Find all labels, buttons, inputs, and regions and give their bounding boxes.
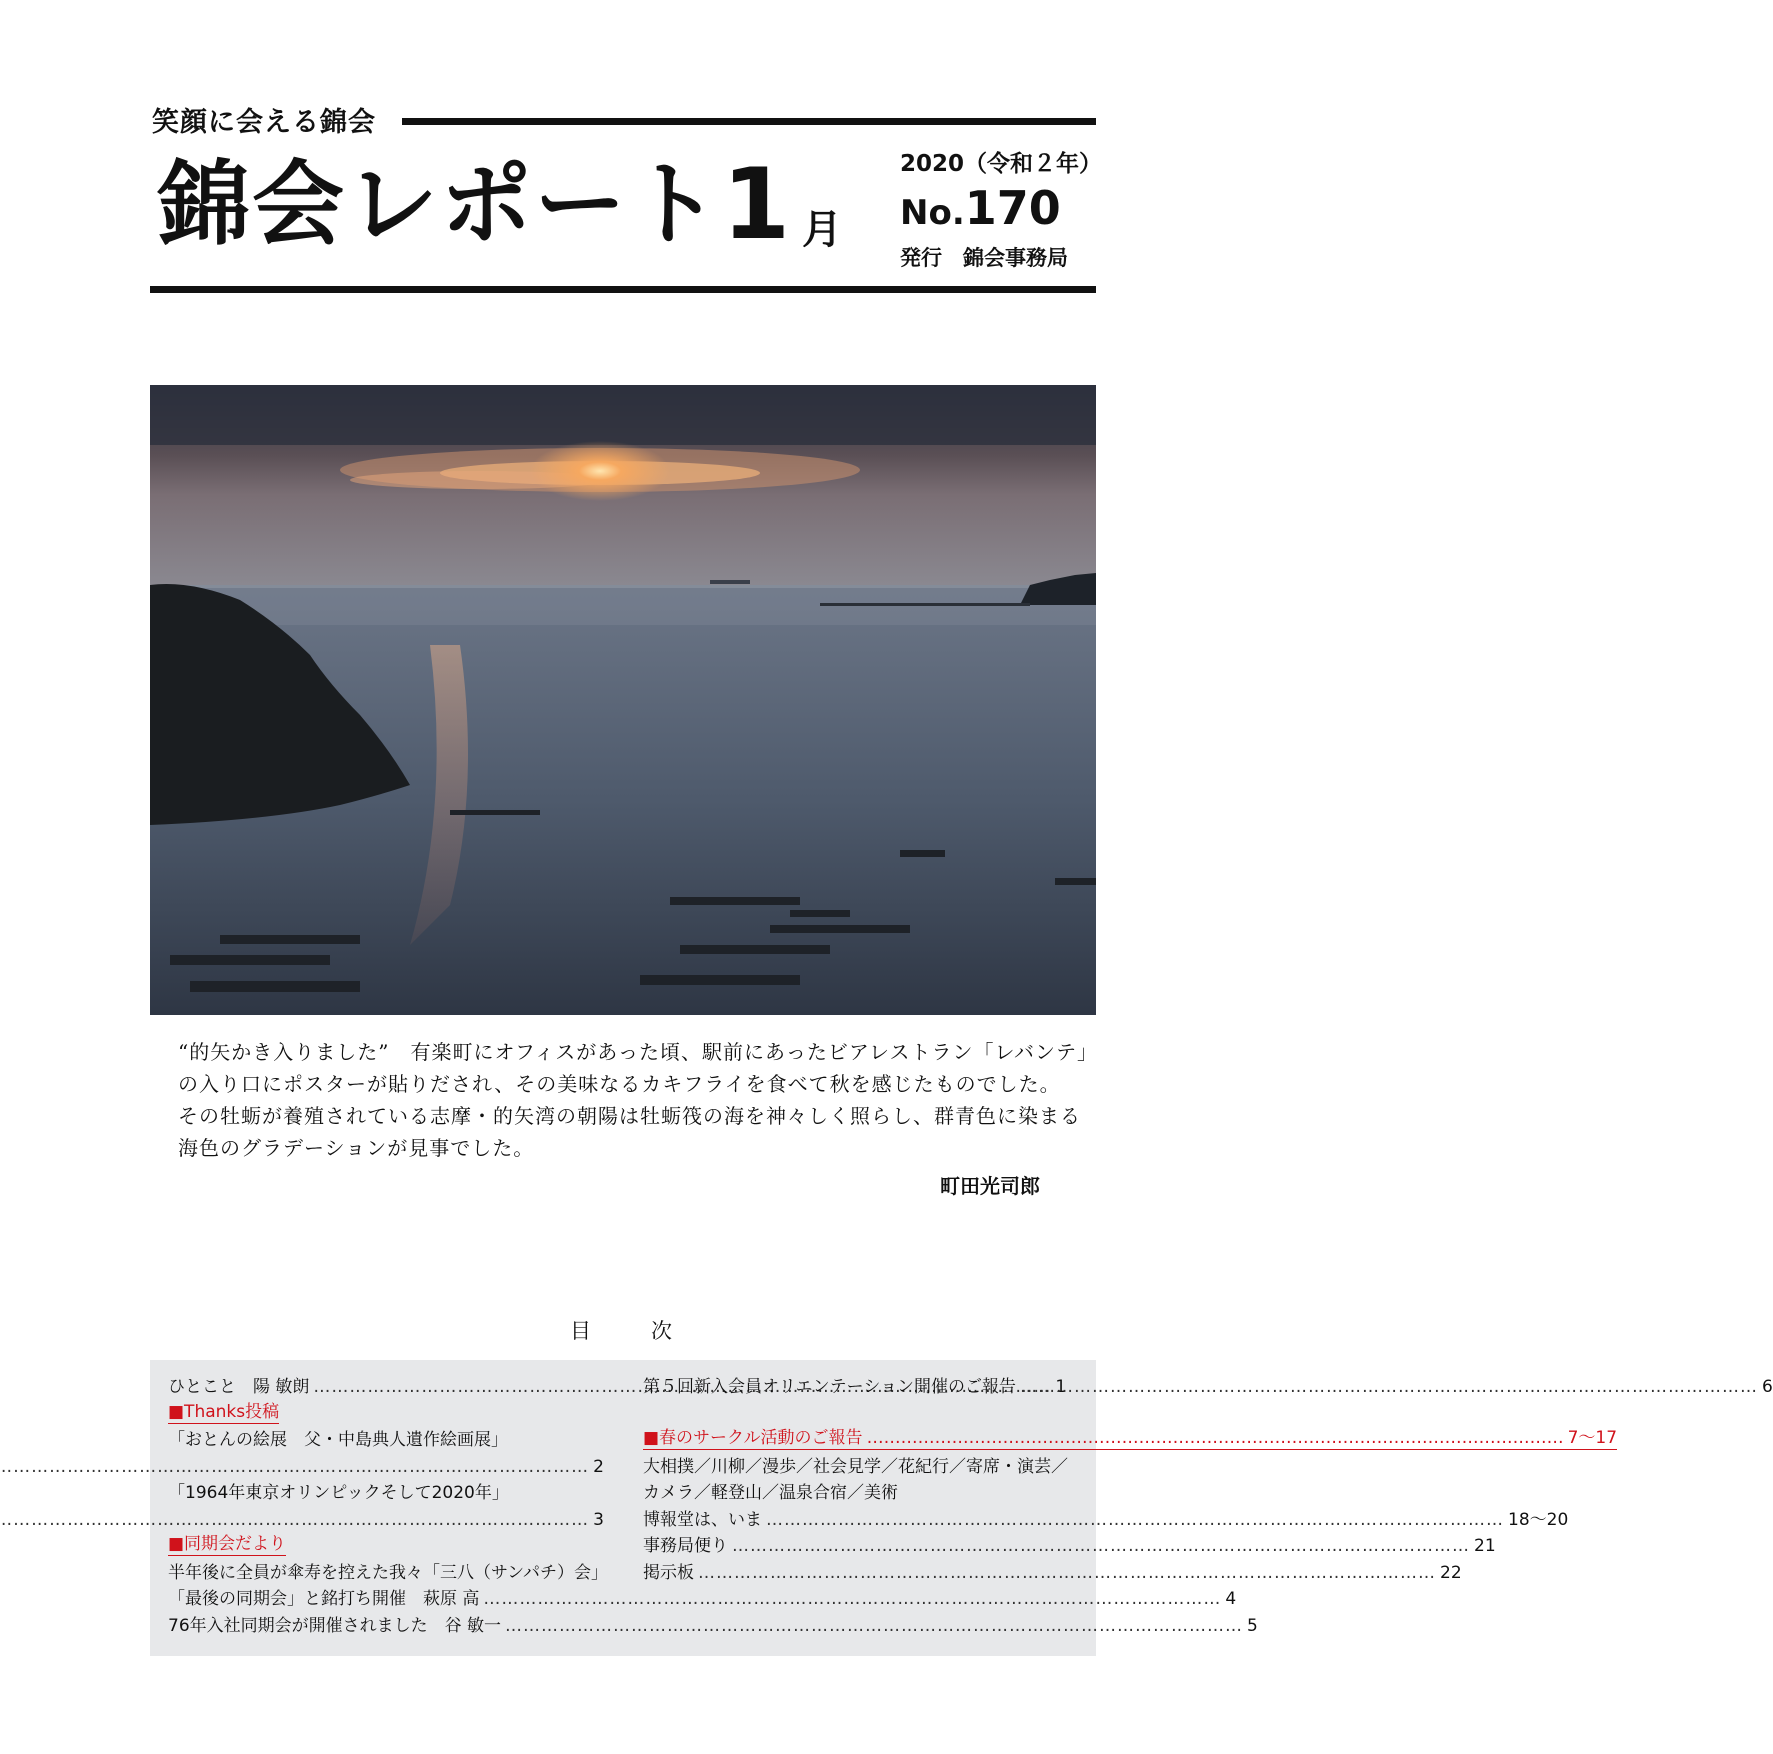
photo-caption [178,1036,1099,1164]
toc-entry-page: 4 [1225,1589,1237,1609]
caption-line: その牡蛎が養殖されている志摩・的矢湾の朝陽は牡蛎筏の海を神々しく照らし、群青色に染まる [178,1104,1081,1128]
toc-entry-page: 18～20 [1508,1509,1569,1530]
caption-line: 海色のグラデーションが見事でした。 [178,1136,535,1160]
toc-entry-title: 「最後の同期会」と銘打ち開催 萩原 高 [168,1589,480,1609]
toc-section-label: ■春のサークル活動のご報告 [643,1428,863,1448]
toc-entry-page: 2 [593,1456,604,1477]
toc-entry[interactable] [168,1480,604,1507]
title-month-label: 月 [802,207,842,253]
toc-entry-title: 第５回新入会員オリエンテーション開催のご報告 [643,1377,1016,1397]
toc-section [168,1533,604,1560]
issue-number-value: 170 [964,181,1061,235]
newsletter-title: 錦会レポート [158,151,723,258]
toc-section[interactable] [643,1427,1618,1454]
toc-entry[interactable] [168,1454,604,1481]
toc-section-label: ■Thanks投稿 [168,1401,280,1422]
toc-entry-title: 博報堂は、いま [643,1509,762,1530]
toc-entry[interactable] [643,1560,1462,1587]
caption-line: の入り口にポスターが貼りだされ、その美味なるカキフライを食べて秋を感じたものでした。 [178,1072,1061,1096]
caption-line: “的矢かき入りました” 有楽町にオフィスがあった頃、駅前にあったビアレストラン「レバンテ」 [178,1040,1099,1064]
toc-entry[interactable] [643,1480,1079,1507]
toc-entry-title: 76年入社同期会が開催されました 谷 敏一 [168,1615,502,1636]
toc-entry-title: 「1964年東京オリンピックそして2020年」 [168,1483,509,1503]
toc-entry-page: 21 [1474,1536,1496,1556]
toc-entry-title: 掲示板 [643,1562,694,1583]
header-rule [150,286,1096,293]
toc-section-page: 7～17 [1567,1428,1618,1448]
toc-entry-title: 半年後に全員が傘寿を控えた我々「三八（サンパチ）会」 [168,1562,608,1583]
toc-entry-title: ひとこと 陽 敏朗 [168,1377,310,1397]
toc-spacer [643,1401,1079,1428]
publisher: 発行 錦会事務局 [900,246,1068,270]
tagline-rule [402,118,1096,125]
toc-entry-title: 大相撲／川柳／漫歩／社会見学／花紀行／寄席・演芸／ [643,1456,1068,1477]
toc-entry[interactable] [168,1586,1237,1613]
toc-entry-page: 3 [593,1509,604,1530]
toc-entry-title: カメラ／軽登山／温泉合宿／美術 [643,1483,898,1503]
toc-section [168,1401,604,1428]
toc-entry-page: 6 [1761,1377,1773,1397]
toc-entry-title: 「おとんの絵展 父・中島典人遺作絵画展」 [168,1430,508,1450]
photo-credit: 町田光司郎 [940,1174,1040,1198]
cover-photo [150,385,1096,1015]
title-month-number: 1 [722,148,791,262]
tagline: 笑顔に会える錦会 [152,107,376,138]
toc-entry[interactable] [168,1613,1258,1640]
toc-entry-page: 1 [1055,1377,1067,1397]
toc-entry-title: 事務局便り [643,1536,728,1556]
toc-entry[interactable] [168,1560,608,1587]
toc-entry[interactable] [643,1374,1773,1401]
toc-section-label: ■同期会だより [168,1534,287,1554]
edition-year: 2020（令和２年） [900,151,1103,177]
toc-entry-page: 5 [1247,1615,1258,1636]
toc-entry[interactable] [643,1507,1569,1534]
toc-entry-page: 22 [1440,1562,1462,1583]
toc-entry[interactable] [168,1507,604,1534]
issue-number [900,180,1061,241]
toc-right-column [643,1374,1773,1586]
toc-entry[interactable] [168,1427,604,1454]
toc-title: 目次 [570,1319,732,1343]
toc-entry[interactable] [643,1533,1496,1560]
toc-entry[interactable] [643,1454,1079,1481]
issue-prefix: No. [900,193,965,233]
